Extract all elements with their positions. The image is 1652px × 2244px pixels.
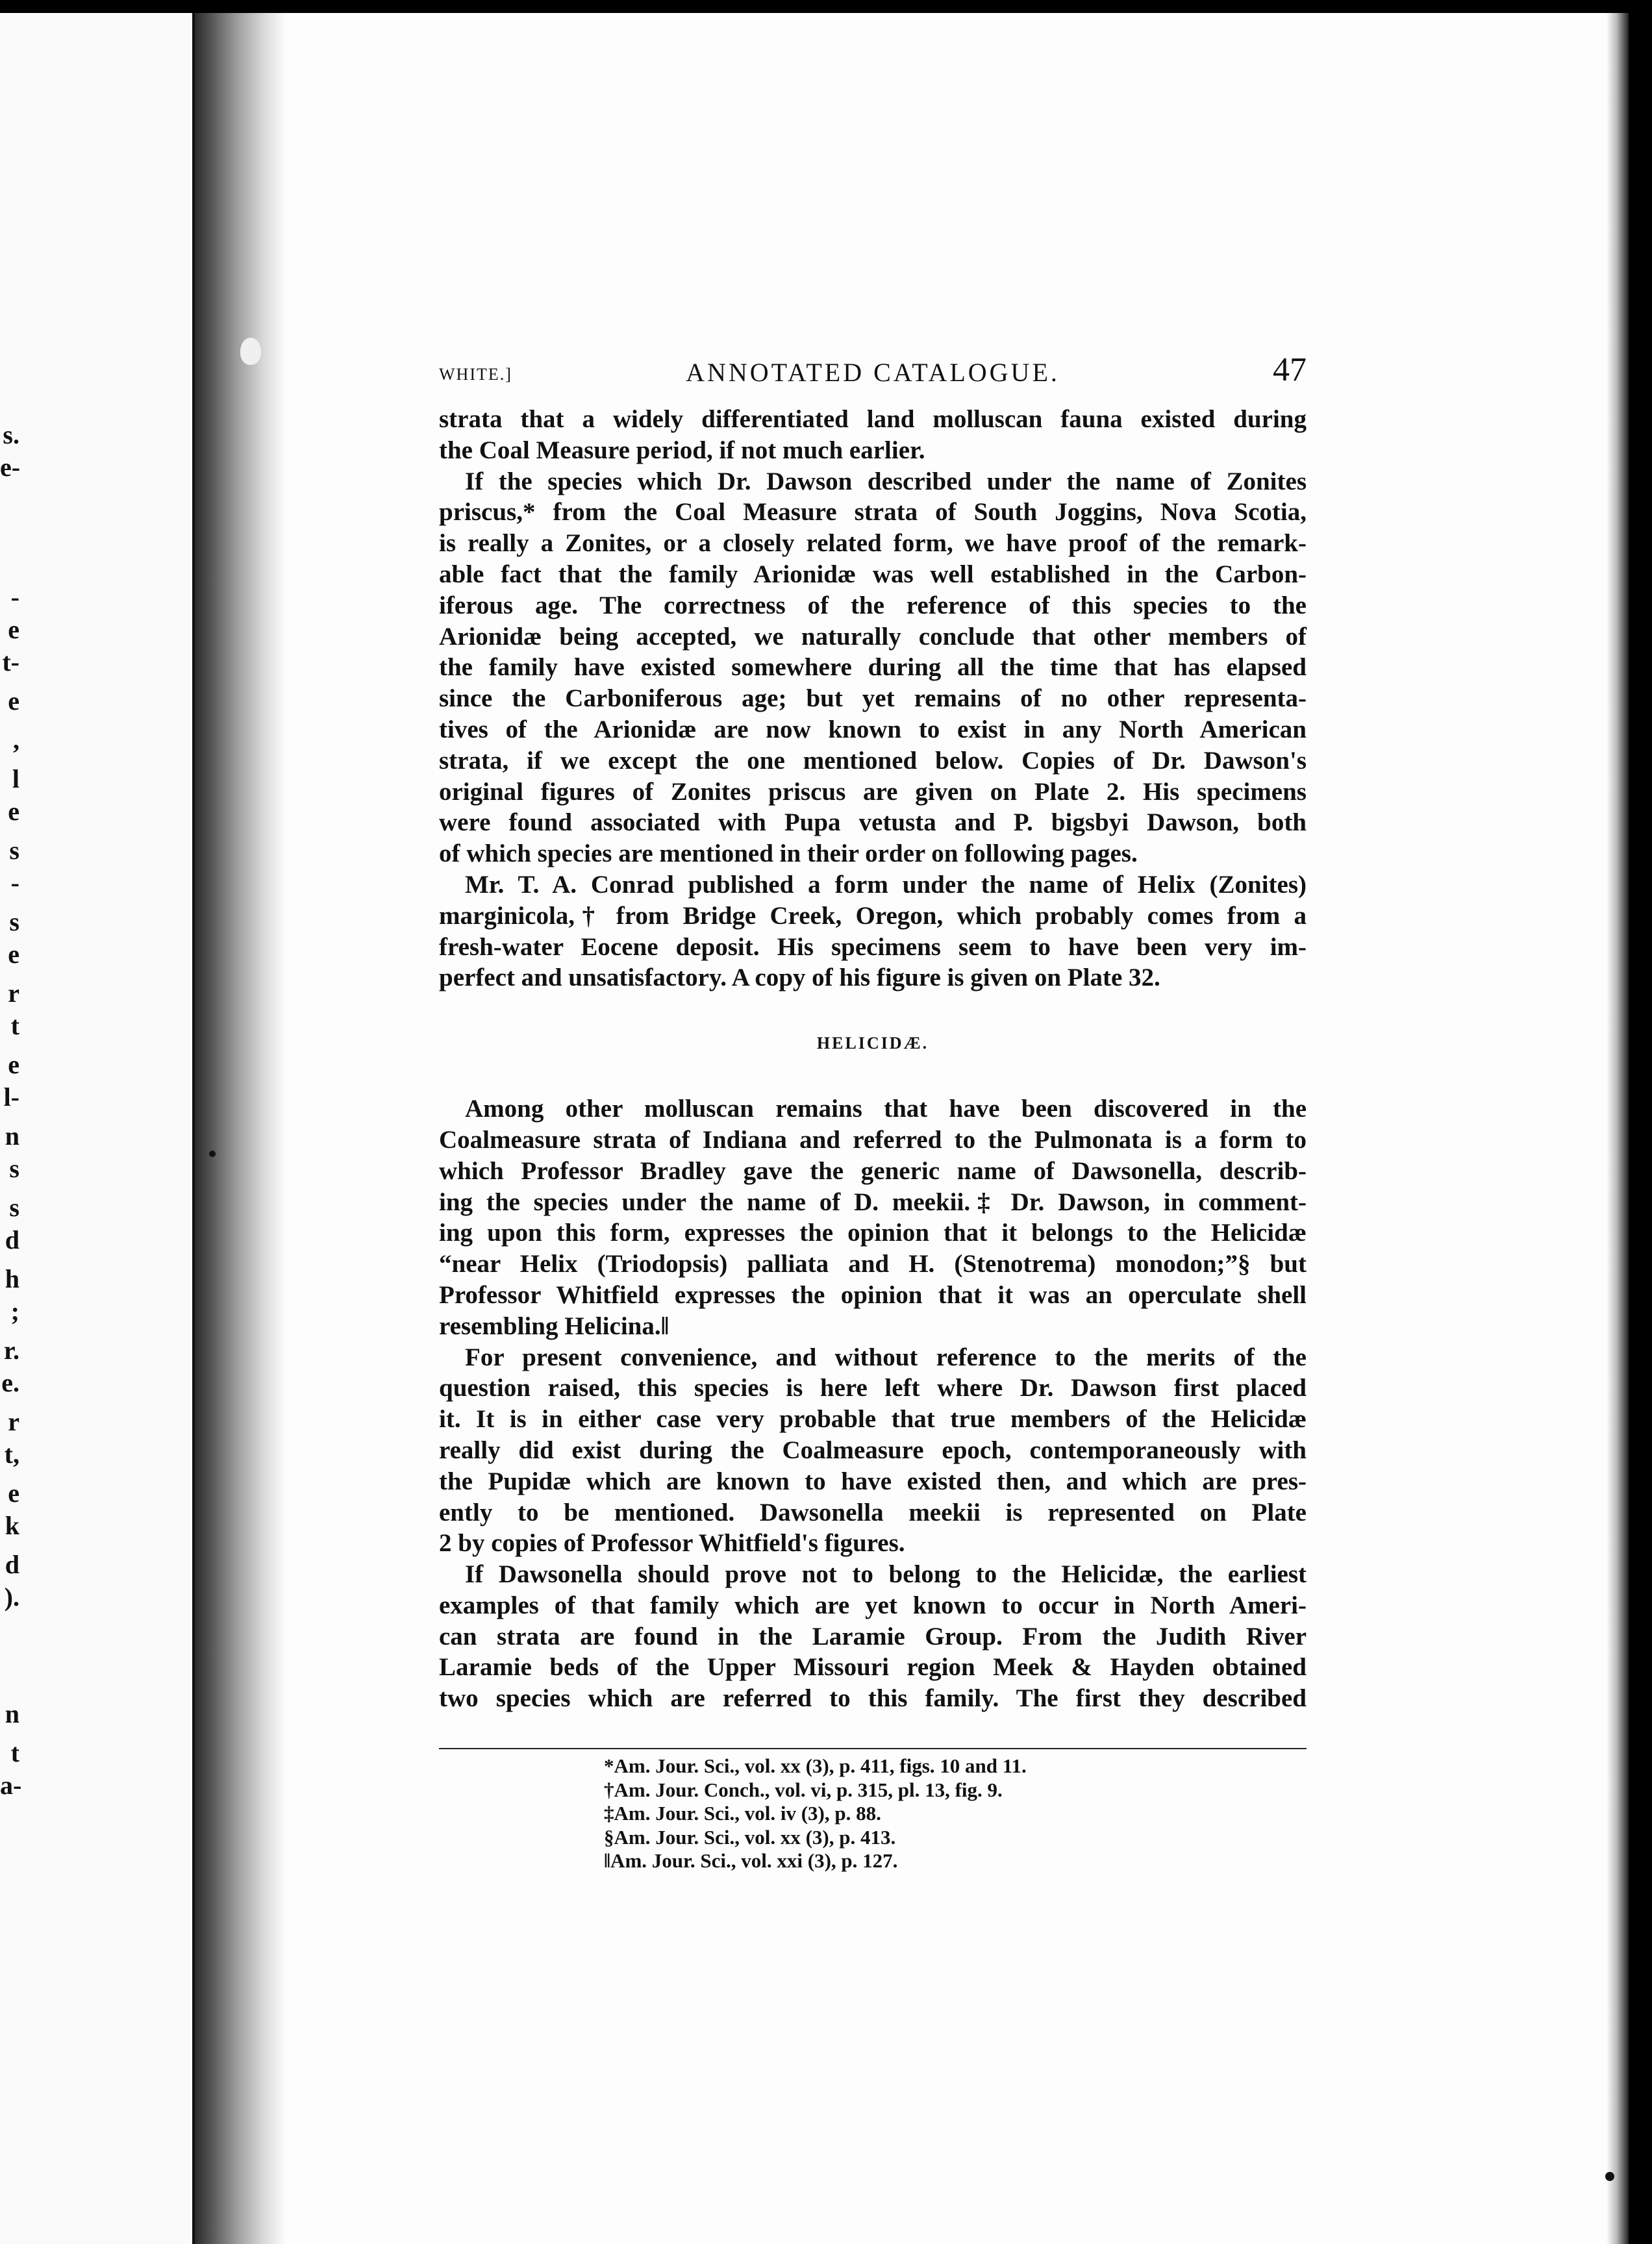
- text-line: able fact that the family Arionidæ was well established in the Carbon-: [439, 560, 1307, 588]
- text-line: For present convenience, and without reference to the merits of the: [465, 1343, 1307, 1371]
- text-line: it. It is in either case very probable that true members of the Helicidæ: [439, 1405, 1307, 1434]
- left-page-fragment: -: [10, 582, 19, 612]
- footnote: †Am. Jour. Conch., vol. vi, p. 315, pl. 13, fig. 9.: [604, 1778, 1003, 1801]
- left-page-fragment: ).: [4, 1582, 19, 1612]
- text-line: were found associated with Pupa vetusta and P. bigsbyi Dawson, both: [439, 808, 1307, 837]
- text-line: strata, if we except the one mentioned below. Copies of Dr. Dawson's: [439, 746, 1307, 775]
- footnote: ‡Am. Jour. Sci., vol. iv (3), p. 88.: [604, 1802, 881, 1825]
- text-line: iferous age. The correctness of the reference of this species to the: [439, 591, 1307, 619]
- footnote: *Am. Jour. Sci., vol. xx (3), p. 411, figs. 10 and 11.: [604, 1754, 1027, 1777]
- left-page-fragment: n: [5, 1699, 19, 1728]
- left-page-fragment: a-: [0, 1771, 22, 1800]
- left-facing-page: [0, 13, 195, 2244]
- text-line: the Coal Measure period, if not much earlier.: [439, 436, 925, 464]
- running-head-author: WHITE.]: [439, 365, 512, 384]
- text-line: Professor Whitfield expresses the opinion that it was an operculate shell: [439, 1280, 1307, 1309]
- text-line: Mr. T. A. Conrad published a form under the name of Helix (Zonites): [465, 870, 1307, 899]
- running-head-title: ANNOTATED CATALOGUE.: [686, 358, 1060, 387]
- text-line: 2 by copies of Professor Whitfield's figures.: [439, 1529, 905, 1558]
- text-line: question raised, this species is here left where Dr. Dawson first placed: [439, 1374, 1307, 1402]
- left-page-fragment: t: [10, 1738, 19, 1767]
- text-line: priscus,* from the Coal Measure strata of South Joggins, Nova Scotia,: [439, 498, 1307, 527]
- left-page-fragment: n: [5, 1121, 19, 1151]
- text-line: which Professor Bradley gave the generic name of Dawsonella, describ-: [439, 1156, 1307, 1185]
- page-number: 47: [1273, 351, 1307, 388]
- text-line: Among other molluscan remains that have been discovered in the: [465, 1095, 1307, 1123]
- left-page-fragment: t-: [2, 647, 19, 677]
- text-line: can strata are found in the Laramie Group. From the Judith River: [439, 1622, 1307, 1651]
- margin-speck: [209, 1151, 216, 1157]
- footnote-rule: [439, 1748, 1307, 1749]
- text-line: marginicola,† from Bridge Creek, Oregon, which probably comes from a: [439, 901, 1307, 930]
- left-page-fragment: k: [5, 1511, 19, 1540]
- left-page-fragment: ,: [13, 725, 19, 754]
- text-line: ing the species under the name of D. meekii.‡ Dr. Dawson, in comment-: [439, 1188, 1307, 1216]
- text-line: the Pupidæ which are known to have existed then, and which are pres-: [439, 1467, 1307, 1495]
- corner-speck: [1605, 2172, 1614, 2181]
- left-page-fragment: h: [5, 1264, 19, 1293]
- left-page-fragment: l: [12, 764, 19, 793]
- text-line: examples of that family which are yet known to occur in North Ameri-: [439, 1591, 1307, 1619]
- left-page-fragment: e: [8, 615, 19, 644]
- running-head: [439, 351, 1307, 390]
- left-page-fragment: s: [9, 1154, 19, 1183]
- text-line: original figures of Zonites priscus are given on Plate 2. His specimens: [439, 777, 1307, 806]
- text-line: If Dawsonella should prove not to belong to the Helicidæ, the earliest: [465, 1560, 1307, 1589]
- text-line: really did exist during the Coalmeasure epoch, contemporaneously with: [439, 1436, 1307, 1464]
- text-line: resembling Helicina.‖: [439, 1312, 670, 1340]
- left-page-fragment: r: [8, 1407, 19, 1436]
- text-line: perfect and unsatisfactory. A copy of his figure is given on Plate 32.: [439, 964, 1160, 992]
- text-line: strata that a widely differentiated land molluscan fauna existed during: [439, 405, 1307, 433]
- left-page-fragment: e.: [1, 1368, 19, 1397]
- footnote: ‖Am. Jour. Sci., vol. xxi (3), p. 127.: [604, 1849, 898, 1873]
- text-line: since the Carboniferous age; but yet remains of no other representa-: [439, 684, 1307, 713]
- left-page-fragment: d: [5, 1550, 19, 1579]
- text-line: Laramie beds of the Upper Missouri region Meek & Hayden obtained: [439, 1653, 1307, 1682]
- left-page-fragment: s: [9, 836, 19, 865]
- left-page-fragment: s: [9, 907, 19, 936]
- footnote: §Am. Jour. Sci., vol. xx (3), p. 413.: [604, 1825, 896, 1849]
- left-page-fragment: s: [9, 1193, 19, 1222]
- body-text: [439, 404, 1307, 1714]
- text-line: fresh-water Eocene deposit. His specimens seem to have been very im-: [439, 932, 1307, 961]
- left-page-fragment: -: [10, 868, 19, 897]
- text-line: ing upon this form, expresses the opinion that it belongs to the Helicidæ: [439, 1219, 1307, 1247]
- text-line: the family have existed somewhere during all the time that has elapsed: [439, 653, 1307, 682]
- text-line: Arionidæ being accepted, we naturally conclude that other members of: [439, 622, 1307, 651]
- text-line: Coalmeasure strata of Indiana and referred to the Pulmonata is a form to: [439, 1125, 1307, 1154]
- left-page-fragment: e: [8, 1050, 19, 1079]
- left-page-fragment: e: [8, 686, 19, 716]
- text-line: tives of the Arionidæ are now known to exist in any North American: [439, 715, 1307, 743]
- gutter-paper-tear: [240, 338, 261, 365]
- left-page-fragment: r.: [3, 1336, 19, 1365]
- section-heading: HELICIDÆ.: [816, 1034, 929, 1053]
- text-line: ently to be mentioned. Dawsonella meekii is represented on Plate: [439, 1498, 1307, 1527]
- left-page-fragment: e: [8, 1478, 19, 1508]
- left-page-fragment: ;: [10, 1297, 19, 1326]
- text-line: is really a Zonites, or a closely related form, we have proof of the remark-: [439, 529, 1307, 558]
- text-line: “near Helix (Triodopsis) palliata and H. (Stenotrema) monodon;”§ but: [439, 1250, 1307, 1278]
- footnotes: [604, 1754, 1292, 1873]
- left-page-fragment: s.: [3, 420, 19, 449]
- right-page-edge: [1607, 13, 1629, 2244]
- left-page-fragment: e: [8, 940, 19, 969]
- text-line: two species which are referred to this family. The first they described: [439, 1684, 1307, 1713]
- text-line: If the species which Dr. Dawson described under the name of Zonites: [465, 467, 1307, 495]
- left-page-fragment: t,: [4, 1440, 19, 1469]
- left-page-fragment: e-: [0, 453, 21, 482]
- left-page-fragment: r: [8, 979, 19, 1008]
- left-page-fragment: d: [5, 1225, 19, 1254]
- text-line: of which species are mentioned in their order on following pages.: [439, 840, 1138, 868]
- left-page-fragment: e: [8, 797, 19, 826]
- left-page-fragment: t: [10, 1011, 19, 1040]
- left-page-fragment: l-: [3, 1082, 19, 1112]
